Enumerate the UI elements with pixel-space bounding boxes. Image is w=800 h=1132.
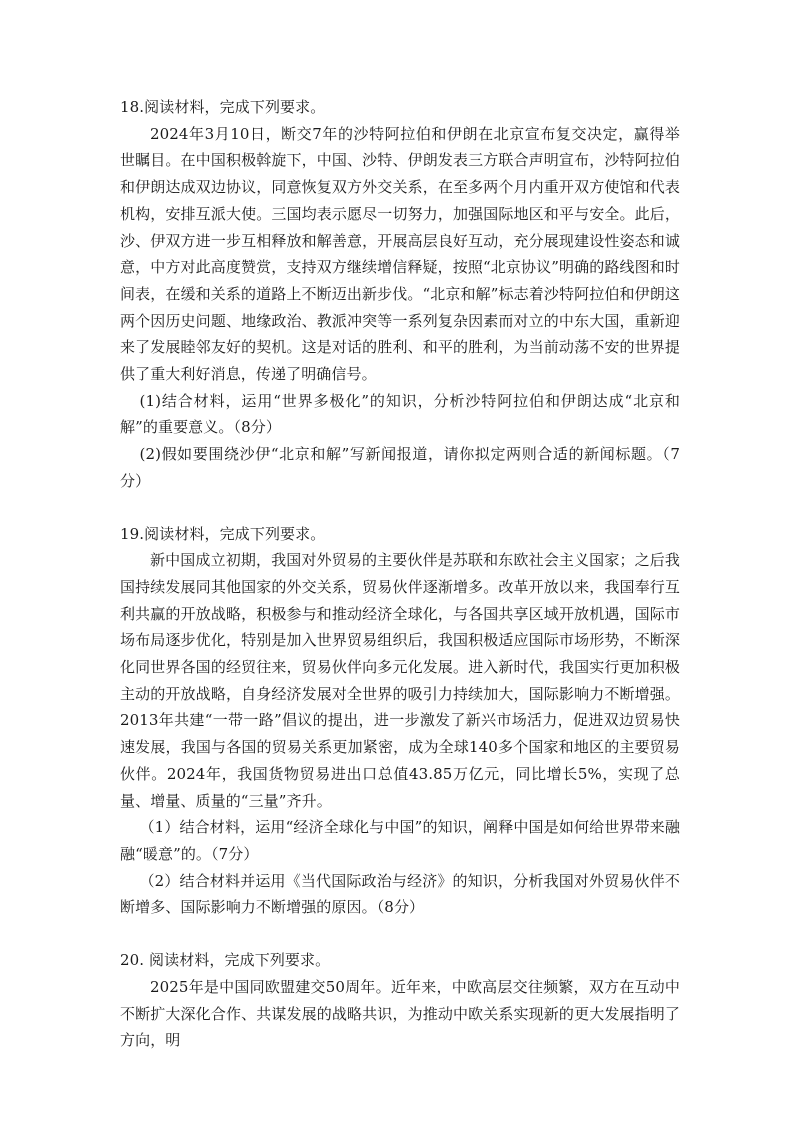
question-19-heading: 19.阅读材料，完成下列要求。 — [120, 524, 326, 543]
question-20-material: 2025年是中国同欧盟建交50周年。近年来，中欧高层交往频繁，双方在互动中不断扩大深化合作、共谋发展的战略共识，为推动中欧关系实现新的更大发展指明了方向，明 — [120, 977, 680, 1050]
question-18 — [120, 94, 680, 495]
question-20-heading: 20. 阅读材料，完成下列要求。 — [120, 951, 331, 970]
question-18-part-2: (2)假如要围绕沙伊“北京和解”写新闻报道，请你拟定两则合适的新闻标题。（7分） — [120, 445, 680, 490]
question-19-part-2: （2）结合材料并运用《当代国际政治与经济》的知识，分析我国对外贸易伙伴不断增多、国际影响力不断增强的原因。（8分） — [120, 871, 680, 917]
question-19-material: 新中国成立初期，我国对外贸易的主要伙伴是苏联和东欧社会主义国家；之后我国持续发展同其他国家的外交关系，贸易伙伴逐渐增多。改革开放以来，我国奉行互利共赢的开放战略，积极参与和推动经济全球化，与各国共享区域开放机遇，国际市场布局逐步优化，特别是加入世界贸易组织后，我国积极适应国际市场形势，不断深化同世界各国的经贸往来，贸易伙伴向多元化发展。进入新时代，我国实行更加积极主动的开放战略，自身经济发展对全世界的吸引力持续加大，国际影响力不断增强。2013年共建“一带一路”倡议的提出，进一步激发了新兴市场活力，促进双边贸易快速发展，我国与各国的贸易关系更加紧密，成为全球140多个国家和地区的主要贸易伙伴。2024年，我国货物贸易进出口总值43.85万亿元，同比增长5%，实现了总量、增量、质量的“三量”齐升。 — [120, 551, 680, 810]
question-19 — [120, 521, 680, 922]
question-20 — [120, 947, 680, 1054]
question-19-part-1: （1）结合材料，运用“经济全球化与中国”的知识，阐释中国是如何给世界带来融融“暖意”的。（7分） — [120, 818, 680, 863]
question-18-part-1: (1)结合材料，运用“世界多极化”的知识，分析沙特阿拉伯和伊朗达成“北京和解”的重要意义。（8分） — [120, 391, 680, 437]
question-18-heading: 18.阅读材料，完成下列要求。 — [120, 98, 326, 116]
document-page — [120, 94, 680, 1054]
question-18-material: 2024年3月10日，断交7年的沙特阿拉伯和伊朗在北京宣布复交决定，赢得举世瞩目。在中国积极斡旋下，中国、沙特、伊朗发表三方联合声明宣布，沙特阿拉伯和伊朗达成双边协议，同意恢复双方外交关系，在至多两个月内重开双方使馆和代表机构，安排互派大使。三国均表示愿尽一切努力，加强国际地区和平与安全。此后，沙、伊双方进一步互相释放和解善意，开展高层良好互动，充分展现建设性姿态和诚意，中方对此高度赞赏，支持双方继续增信释疑，按照“北京协议”明确的路线图和时间表，在缓和关系的道路上不断迈出新步伐。“北京和解”标志着沙特阿拉伯和伊朗这两个因历史问题、地缘政治、教派冲突等一系列复杂因素而对立的中东大国，重新迎来了发展睦邻友好的契机。这是对话的胜利、和平的胜利，为当前动荡不安的世界提供了重大利好消息，传递了明确信号。 — [120, 124, 680, 384]
